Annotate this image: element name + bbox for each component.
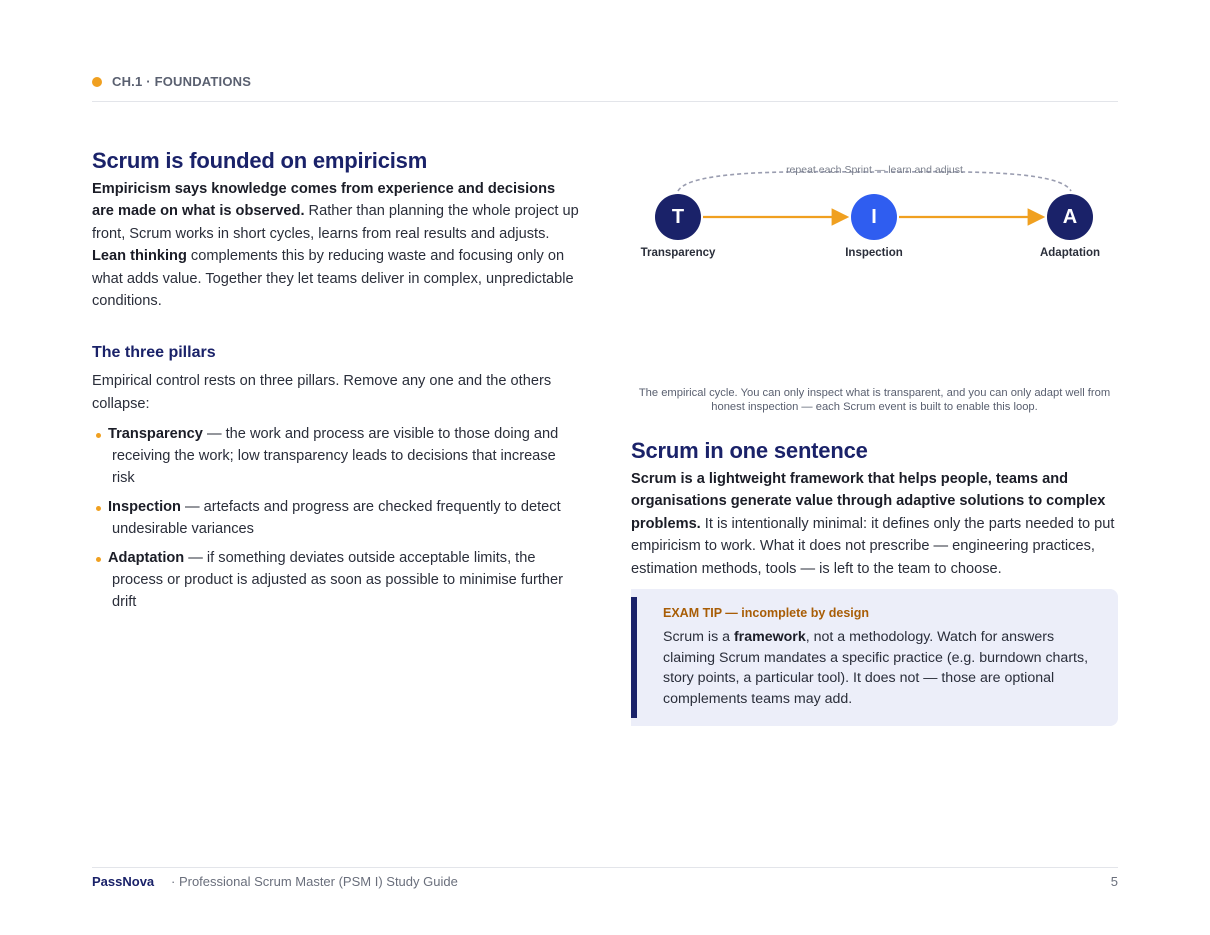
adaptation-label: Adaptation <box>1039 247 1101 259</box>
empiricism-text-2: complements this by reducing waste and focusing only on what adds value. Together they let teams deliver in complex, unpredictable conditions. <box>92 248 574 310</box>
pillars-heading: The three pillars <box>92 344 216 362</box>
inspection-node: I <box>851 194 897 240</box>
adaptation-node: A <box>1047 194 1093 240</box>
chapter-dot-icon <box>92 77 102 87</box>
tip-bold-term: framework <box>733 629 806 645</box>
exam-tip-box <box>631 589 1118 726</box>
tip-text-pre: Scrum is a <box>663 629 734 645</box>
pillar-name: Inspection <box>108 499 181 516</box>
lean-thinking-term: Lean thinking <box>92 248 187 265</box>
section-title-empiricism: Scrum is founded on empiricism <box>92 148 428 173</box>
tip-body <box>663 627 1093 709</box>
tip-text-post: , not a methodology. Watch for answers claiming Scrum mandates a specific practice (e.g. burndown charts, story points, a particular tool). It does not — those are optional complements teams may add. <box>663 629 1089 707</box>
one-sentence-text: It is intentionally minimal: it defines only the parts needed to put empiricism to work. What it does not prescribe — engineering practices, estimation methods, tools — is left to the team to choose. <box>631 515 1115 577</box>
pillar-text: — artefacts and progress are checked frequently to detect undesirable variances <box>112 499 561 538</box>
one-sentence-paragraph <box>631 468 1118 580</box>
bullet-dot-icon <box>96 557 101 562</box>
pillars-list <box>92 423 580 613</box>
loop-label: repeat each Sprint — learn and adjust <box>786 164 963 176</box>
right-column <box>631 436 1118 580</box>
tip-title: EXAM TIP — incomplete by design <box>663 606 870 620</box>
pillar-name: Transparency <box>108 426 203 443</box>
empiricism-text-1: Rather than planning the whole project up front, Scrum works in short cycles, learns from real results and adjusts. <box>92 203 579 242</box>
inspection-label: Inspection <box>845 247 903 259</box>
pillar-name: Adaptation <box>108 550 185 567</box>
pillar-text: — the work and process are visible to those doing and receiving the work; low transparency leads to decisions that increase risk <box>112 426 559 487</box>
pillar-item <box>92 423 580 489</box>
pillar-text: — if something deviates outside acceptable limits, the process or product is adjusted as soon as possible to minimise further drift <box>112 550 564 611</box>
bullet-dot-icon <box>96 506 101 511</box>
bullet-dot-icon <box>96 433 101 438</box>
left-column <box>92 146 580 620</box>
one-sentence-lead: Scrum is a lightweight framework that helps people, teams and organisations generate value through adaptive solutions to complex problems. <box>631 471 1106 532</box>
transparency-label: Transparency <box>640 247 716 259</box>
empirical-cycle-diagram <box>631 160 1118 270</box>
empiricism-lead: Empiricism says knowledge comes from experience and decisions are made on what is observed. <box>92 181 556 220</box>
pillar-item <box>92 547 580 613</box>
pillar-item <box>92 496 580 540</box>
empiricism-paragraph <box>92 178 580 312</box>
chapter-label: CH.1 · FOUNDATIONS <box>112 74 252 89</box>
footer-guide-title: · Professional Scrum Master (PSM I) Study Guide <box>171 874 458 889</box>
pillars-intro: Empirical control rests on three pillars. Remove any one and the others collapse: <box>92 373 552 412</box>
page-footer <box>92 867 1118 895</box>
page-header <box>92 74 1118 102</box>
section-title-one-sentence: Scrum in one sentence <box>631 438 868 463</box>
diagram-caption: The empirical cycle. You can only inspect what is transparent, and you can only adapt well from honest inspection — each Scrum event is built to enable this loop. <box>638 387 1111 413</box>
tip-accent-bar <box>631 597 637 718</box>
page-number: 5 <box>1110 874 1118 889</box>
transparency-node: T <box>655 194 701 240</box>
footer-brand: PassNova <box>92 874 155 889</box>
